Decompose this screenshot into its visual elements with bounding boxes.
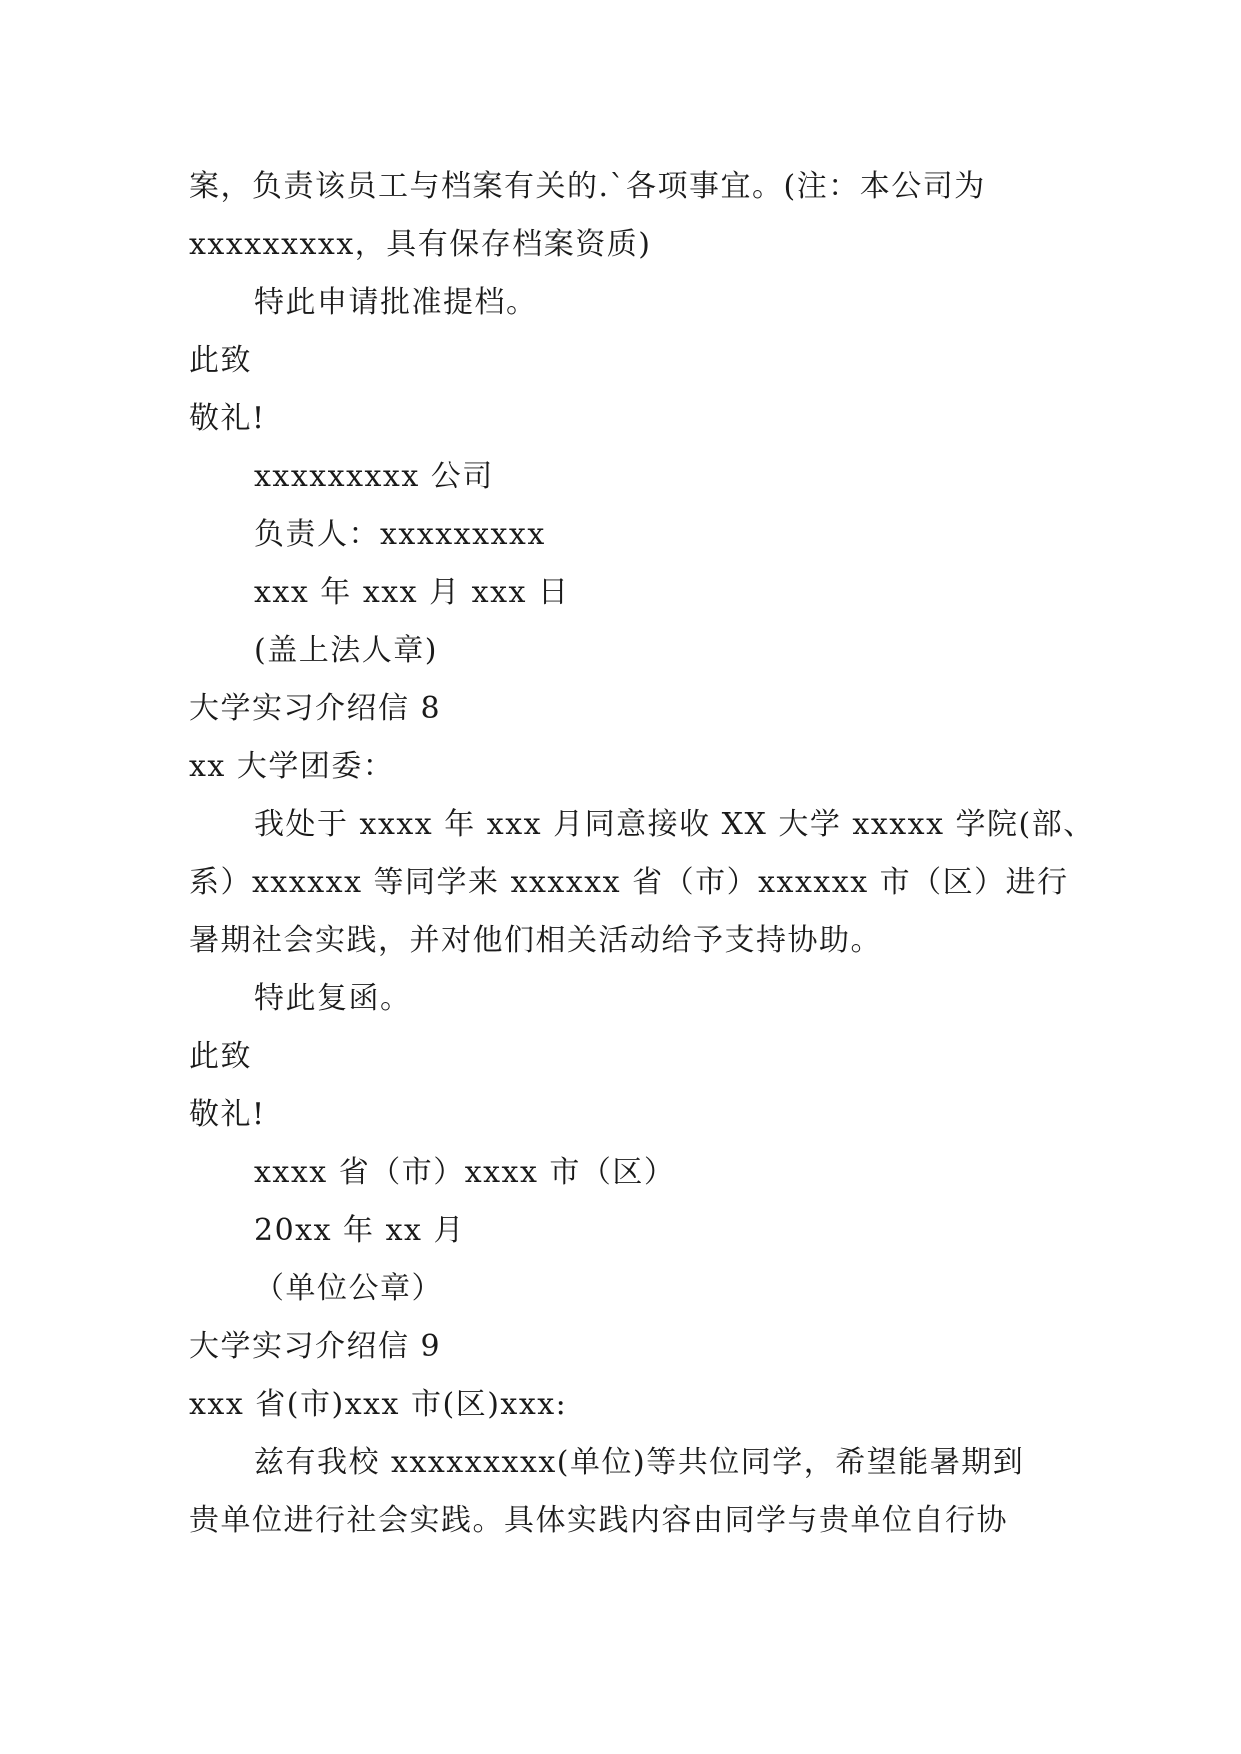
section-heading: 大学实习介绍信 8	[189, 691, 442, 726]
salutation-line: 此致	[189, 1039, 252, 1074]
text-line: 案，负责该员工与档案有关的.`各项事宜。(注：本公司为	[189, 169, 986, 204]
text-line: 暑期社会实践，并对他们相关活动给予支持协助。	[189, 923, 882, 958]
document-body	[189, 158, 1095, 1550]
text-line: xxxxxxxxx，具有保存档案资质)	[189, 227, 652, 262]
signature-company: xxxxxxxxx 公司	[254, 459, 494, 494]
text-line: 贵单位进行社会实践。具体实践内容由同学与贵单位自行协	[189, 1503, 1008, 1538]
signature-seal: （单位公章）	[254, 1271, 443, 1306]
text-line: 特此申请批准提档。	[254, 285, 538, 320]
text-line: 特此复函。	[254, 981, 412, 1016]
signature-person: 负责人：xxxxxxxxx	[254, 517, 546, 552]
salutation-line: 敬礼!	[189, 401, 266, 436]
section-heading: 大学实习介绍信 9	[189, 1329, 442, 1364]
addressee-line: xx 大学团委：	[189, 749, 395, 784]
salutation-line: 此致	[189, 343, 252, 378]
signature-date: 20xx 年 xx 月	[254, 1213, 465, 1248]
salutation-line: 敬礼!	[189, 1097, 266, 1132]
signature-seal: (盖上法人章)	[254, 633, 438, 668]
addressee-line: xxx 省(市)xxx 市(区)xxx:	[189, 1387, 568, 1422]
text-line: 系）xxxxxx 等同学来 xxxxxx 省（市）xxxxxx 市（区）进行	[189, 865, 1069, 900]
text-line: 兹有我校 xxxxxxxxx(单位)等共位同学，希望能暑期到	[254, 1445, 1025, 1480]
signature-location: xxxx 省（市）xxxx 市（区）	[254, 1155, 676, 1190]
text-line: 我处于 xxxx 年 xxx 月同意接收 XX 大学 xxxxx 学院(部、	[254, 807, 1095, 842]
signature-date: xxx 年 xxx 月 xxx 日	[254, 575, 570, 610]
